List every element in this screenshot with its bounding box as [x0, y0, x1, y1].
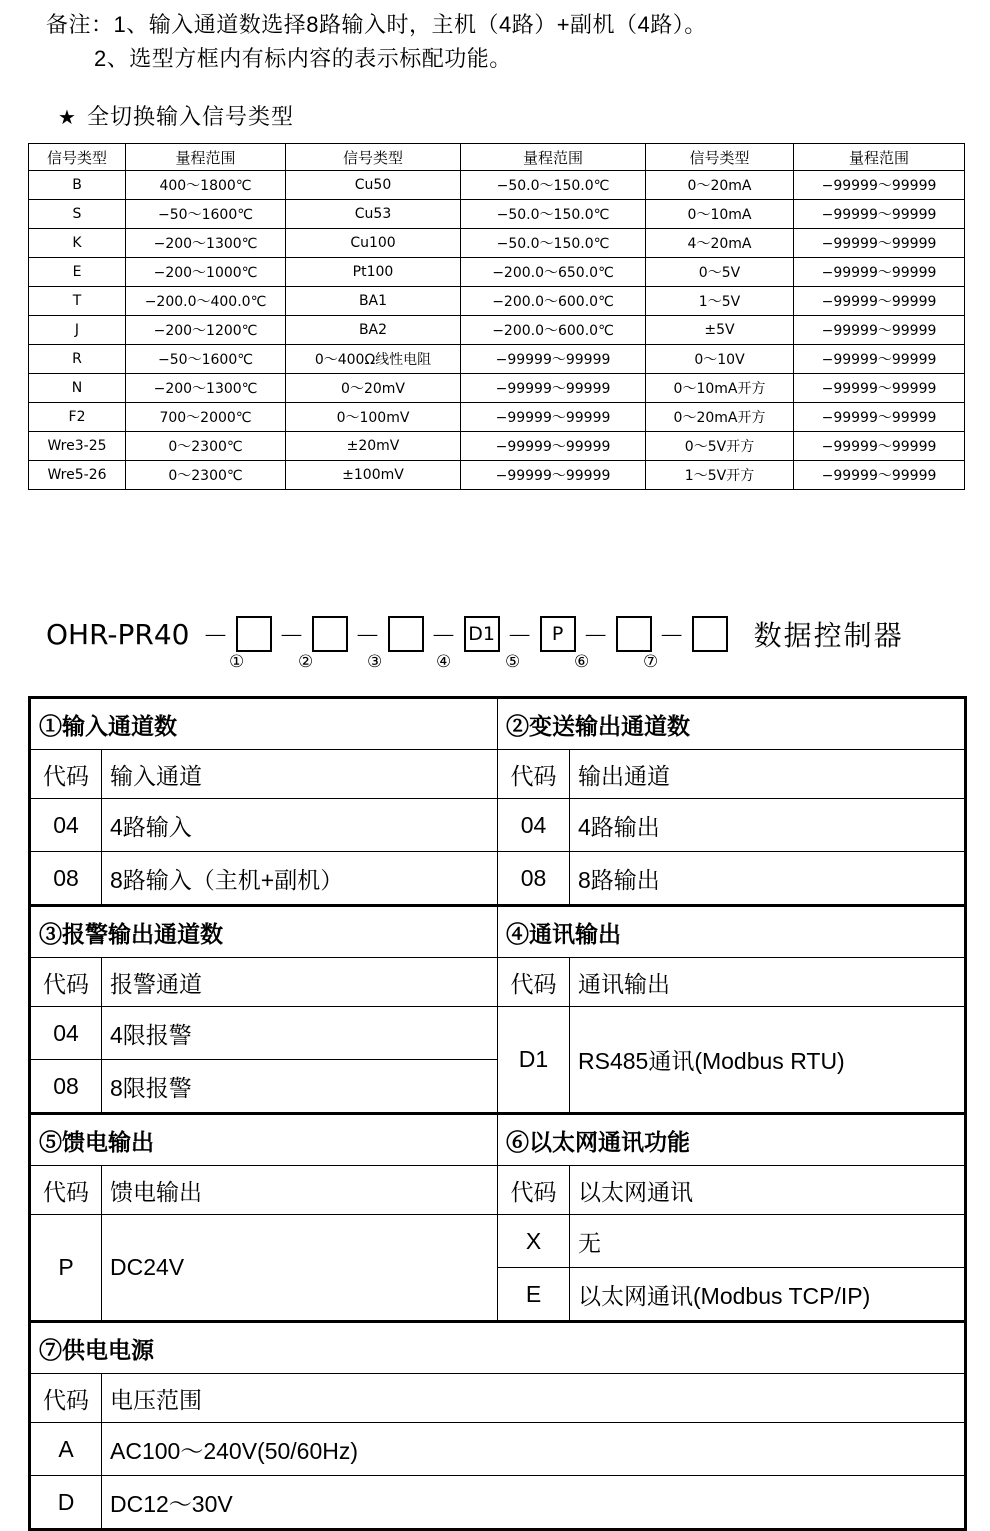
col-header: 量程范围 [461, 144, 646, 171]
table-cell: −200.0～400.0℃ [126, 287, 286, 316]
selection-table [28, 696, 967, 1531]
spec-row-code: E [498, 1268, 570, 1322]
table-row [29, 432, 965, 461]
model-dash: － [506, 621, 533, 652]
table-cell: 400～1800℃ [126, 171, 286, 200]
table-cell: B [29, 171, 126, 200]
note-line-1: 备注：1、输入通道数选择8路输入时，主机（4路）+副机（4路）。 [46, 12, 707, 37]
table-cell: −50～1600℃ [126, 345, 286, 374]
spec-row-code: 08 [498, 852, 570, 906]
section-heading-label: 全切换输入信号类型 [86, 104, 294, 129]
signal-type-table [28, 143, 965, 490]
table-cell: −50～1600℃ [126, 200, 286, 229]
spec-row-value: 以太网通讯(Modbus TCP/IP) [570, 1268, 966, 1322]
notes-block [46, 8, 966, 76]
table-cell: 0～5V开方 [646, 432, 794, 461]
table-cell: −99999～99999 [794, 200, 965, 229]
table-row [29, 403, 965, 432]
table-cell: 0～20mV [286, 374, 461, 403]
table-cell: 4～20mA [646, 229, 794, 258]
table-cell: −200.0～650.0℃ [461, 258, 646, 287]
table-cell: ±20mV [286, 432, 461, 461]
col-header: 信号类型 [29, 144, 126, 171]
col-header: 信号类型 [286, 144, 461, 171]
table-cell: ±5V [646, 316, 794, 345]
table-cell: K [29, 229, 126, 258]
spec-row-value: 4路输出 [570, 799, 966, 852]
table-cell: BA1 [286, 287, 461, 316]
spec-row-code: X [498, 1215, 570, 1268]
model-dash: － [354, 621, 381, 652]
table-cell: 1～5V [646, 287, 794, 316]
model-box-2 [312, 616, 348, 652]
table-cell: −50.0～150.0℃ [461, 171, 646, 200]
table-cell: −99999～99999 [794, 229, 965, 258]
spec-row-value: RS485通讯(Modbus RTU) [570, 1007, 966, 1114]
table-cell: −99999～99999 [794, 171, 965, 200]
spec-section-title-5: ⑤馈电输出 [30, 1114, 498, 1166]
model-marker-2: ② [298, 652, 314, 672]
spec-col-name-4: 通讯输出 [570, 958, 966, 1007]
spec-row-code: 04 [498, 799, 570, 852]
spec-col-name-1: 输入通道 [102, 750, 498, 799]
table-cell: −99999～99999 [794, 403, 965, 432]
model-suffix-label: 数据控制器 [753, 620, 904, 651]
table-row [29, 171, 965, 200]
table-cell: Pt100 [286, 258, 461, 287]
table-row [29, 258, 965, 287]
table-cell: E [29, 258, 126, 287]
model-code-line [46, 612, 966, 672]
table-cell: −50.0～150.0℃ [461, 229, 646, 258]
spec-row-code: 04 [30, 1007, 102, 1060]
table-cell: −200.0～600.0℃ [461, 287, 646, 316]
spec-row-value: DC24V [102, 1215, 498, 1322]
table-cell: −99999～99999 [794, 432, 965, 461]
model-box-7 [692, 616, 728, 652]
table-cell: R [29, 345, 126, 374]
model-box-6 [616, 616, 652, 652]
table-cell: 0～5V [646, 258, 794, 287]
model-marker-3: ③ [367, 652, 383, 672]
table-cell: −200～1300℃ [126, 374, 286, 403]
col-header: 信号类型 [646, 144, 794, 171]
table-row [29, 229, 965, 258]
signal-type-table-wrapper [28, 143, 964, 490]
table-cell: −99999～99999 [461, 374, 646, 403]
spec-col-code-4: 代码 [498, 958, 570, 1007]
table-cell: −99999～99999 [461, 345, 646, 374]
model-marker-4: ④ [436, 652, 452, 672]
model-box-3 [388, 616, 424, 652]
spec-col-code-2: 代码 [498, 750, 570, 799]
table-cell: J [29, 316, 126, 345]
section-heading-signal-types [58, 100, 294, 131]
spec-section-title-1: ①输入通道数 [30, 698, 498, 750]
model-box-4: D1 [464, 616, 500, 652]
table-cell: −200～1000℃ [126, 258, 286, 287]
model-dash: － [582, 621, 609, 652]
spec-section-title-7: ⑦供电电源 [30, 1322, 966, 1374]
table-cell: −99999～99999 [794, 345, 965, 374]
model-box-5: P [540, 616, 576, 652]
spec-section-title-3: ③报警输出通道数 [30, 906, 498, 958]
table-cell: 0～10mA [646, 200, 794, 229]
spec-col-name-2: 输出通道 [570, 750, 966, 799]
spec-row-value: 无 [570, 1215, 966, 1268]
table-cell: 0～400Ω线性电阻 [286, 345, 461, 374]
table-cell: 0～10mA开方 [646, 374, 794, 403]
table-cell: −99999～99999 [461, 432, 646, 461]
spec-section-title-2: ②变送输出通道数 [498, 698, 966, 750]
table-cell: −200.0～600.0℃ [461, 316, 646, 345]
table-cell: BA2 [286, 316, 461, 345]
table-cell: Cu53 [286, 200, 461, 229]
spec-col-code-7: 代码 [30, 1374, 102, 1423]
spec-row-value: 8限报警 [102, 1060, 498, 1114]
table-cell: −99999～99999 [794, 287, 965, 316]
table-cell: ±100mV [286, 461, 461, 490]
spec-row-value: 4限报警 [102, 1007, 498, 1060]
table-cell: −99999～99999 [461, 461, 646, 490]
spec-row-value: 8路输入（主机+副机） [102, 852, 498, 906]
model-marker-row [46, 652, 746, 678]
spec-col-code-1: 代码 [30, 750, 102, 799]
spec-col-code-5: 代码 [30, 1166, 102, 1215]
table-row [29, 287, 965, 316]
spec-row-value: DC12～30V [102, 1476, 966, 1530]
table-cell: −200～1300℃ [126, 229, 286, 258]
model-dash: － [278, 621, 305, 652]
spec-col-code-3: 代码 [30, 958, 102, 1007]
spec-row-code: 04 [30, 799, 102, 852]
table-cell: F2 [29, 403, 126, 432]
star-icon: ★ [58, 107, 77, 129]
table-cell: −200～1200℃ [126, 316, 286, 345]
table-row [29, 345, 965, 374]
table-row [29, 316, 965, 345]
spec-row-value: 8路输出 [570, 852, 966, 906]
table-cell: Cu100 [286, 229, 461, 258]
spec-row-code: 08 [30, 1060, 102, 1114]
table-cell: 0～20mA开方 [646, 403, 794, 432]
spec-row-value: 4路输入 [102, 799, 498, 852]
table-cell: 0～10V [646, 345, 794, 374]
table-cell: S [29, 200, 126, 229]
table-cell: 0～2300℃ [126, 461, 286, 490]
spec-row-code: D1 [498, 1007, 570, 1114]
table-row [29, 200, 965, 229]
model-marker-6: ⑥ [574, 652, 590, 672]
col-header: 量程范围 [126, 144, 286, 171]
selection-table-wrapper [28, 696, 964, 1531]
spec-section-title-6: ⑥以太网通讯功能 [498, 1114, 966, 1166]
spec-col-name-6: 以太网通讯 [570, 1166, 966, 1215]
table-header-row [29, 144, 965, 171]
table-cell: −99999～99999 [461, 403, 646, 432]
table-cell: −99999～99999 [794, 316, 965, 345]
col-header: 量程范围 [794, 144, 965, 171]
table-row [29, 374, 965, 403]
model-marker-5: ⑤ [505, 652, 521, 672]
model-marker-1: ① [229, 652, 245, 672]
table-cell: −99999～99999 [794, 374, 965, 403]
table-cell: Cu50 [286, 171, 461, 200]
table-cell: N [29, 374, 126, 403]
model-prefix: OHR-PR40 [46, 617, 190, 651]
spec-row-code: P [30, 1215, 102, 1322]
spec-section-title-4: ④通讯输出 [498, 906, 966, 958]
table-cell: −99999～99999 [794, 258, 965, 287]
spec-row-code: A [30, 1423, 102, 1476]
table-cell: 1～5V开方 [646, 461, 794, 490]
table-cell: Wre3-25 [29, 432, 126, 461]
model-dash: － [658, 621, 685, 652]
spec-col-code-6: 代码 [498, 1166, 570, 1215]
table-cell: 700～2000℃ [126, 403, 286, 432]
model-box-1 [236, 616, 272, 652]
table-row [29, 461, 965, 490]
table-cell: 0～100mV [286, 403, 461, 432]
table-cell: 0～2300℃ [126, 432, 286, 461]
model-marker-7: ⑦ [643, 652, 659, 672]
spec-row-code: D [30, 1476, 102, 1530]
spec-col-name-3: 报警通道 [102, 958, 498, 1007]
table-cell: T [29, 287, 126, 316]
spec-row-value: AC100～240V(50/60Hz) [102, 1423, 966, 1476]
table-cell: Wre5-26 [29, 461, 126, 490]
note-line-2: 2、选型方框内有标内容的表示标配功能。 [94, 46, 512, 71]
model-dash: － [202, 621, 229, 652]
spec-col-name-5: 馈电输出 [102, 1166, 498, 1215]
spec-col-name-7: 电压范围 [102, 1374, 966, 1423]
table-cell: −99999～99999 [794, 461, 965, 490]
table-cell: 0～20mA [646, 171, 794, 200]
model-dash: － [430, 621, 457, 652]
table-cell: −50.0～150.0℃ [461, 200, 646, 229]
spec-row-code: 08 [30, 852, 102, 906]
